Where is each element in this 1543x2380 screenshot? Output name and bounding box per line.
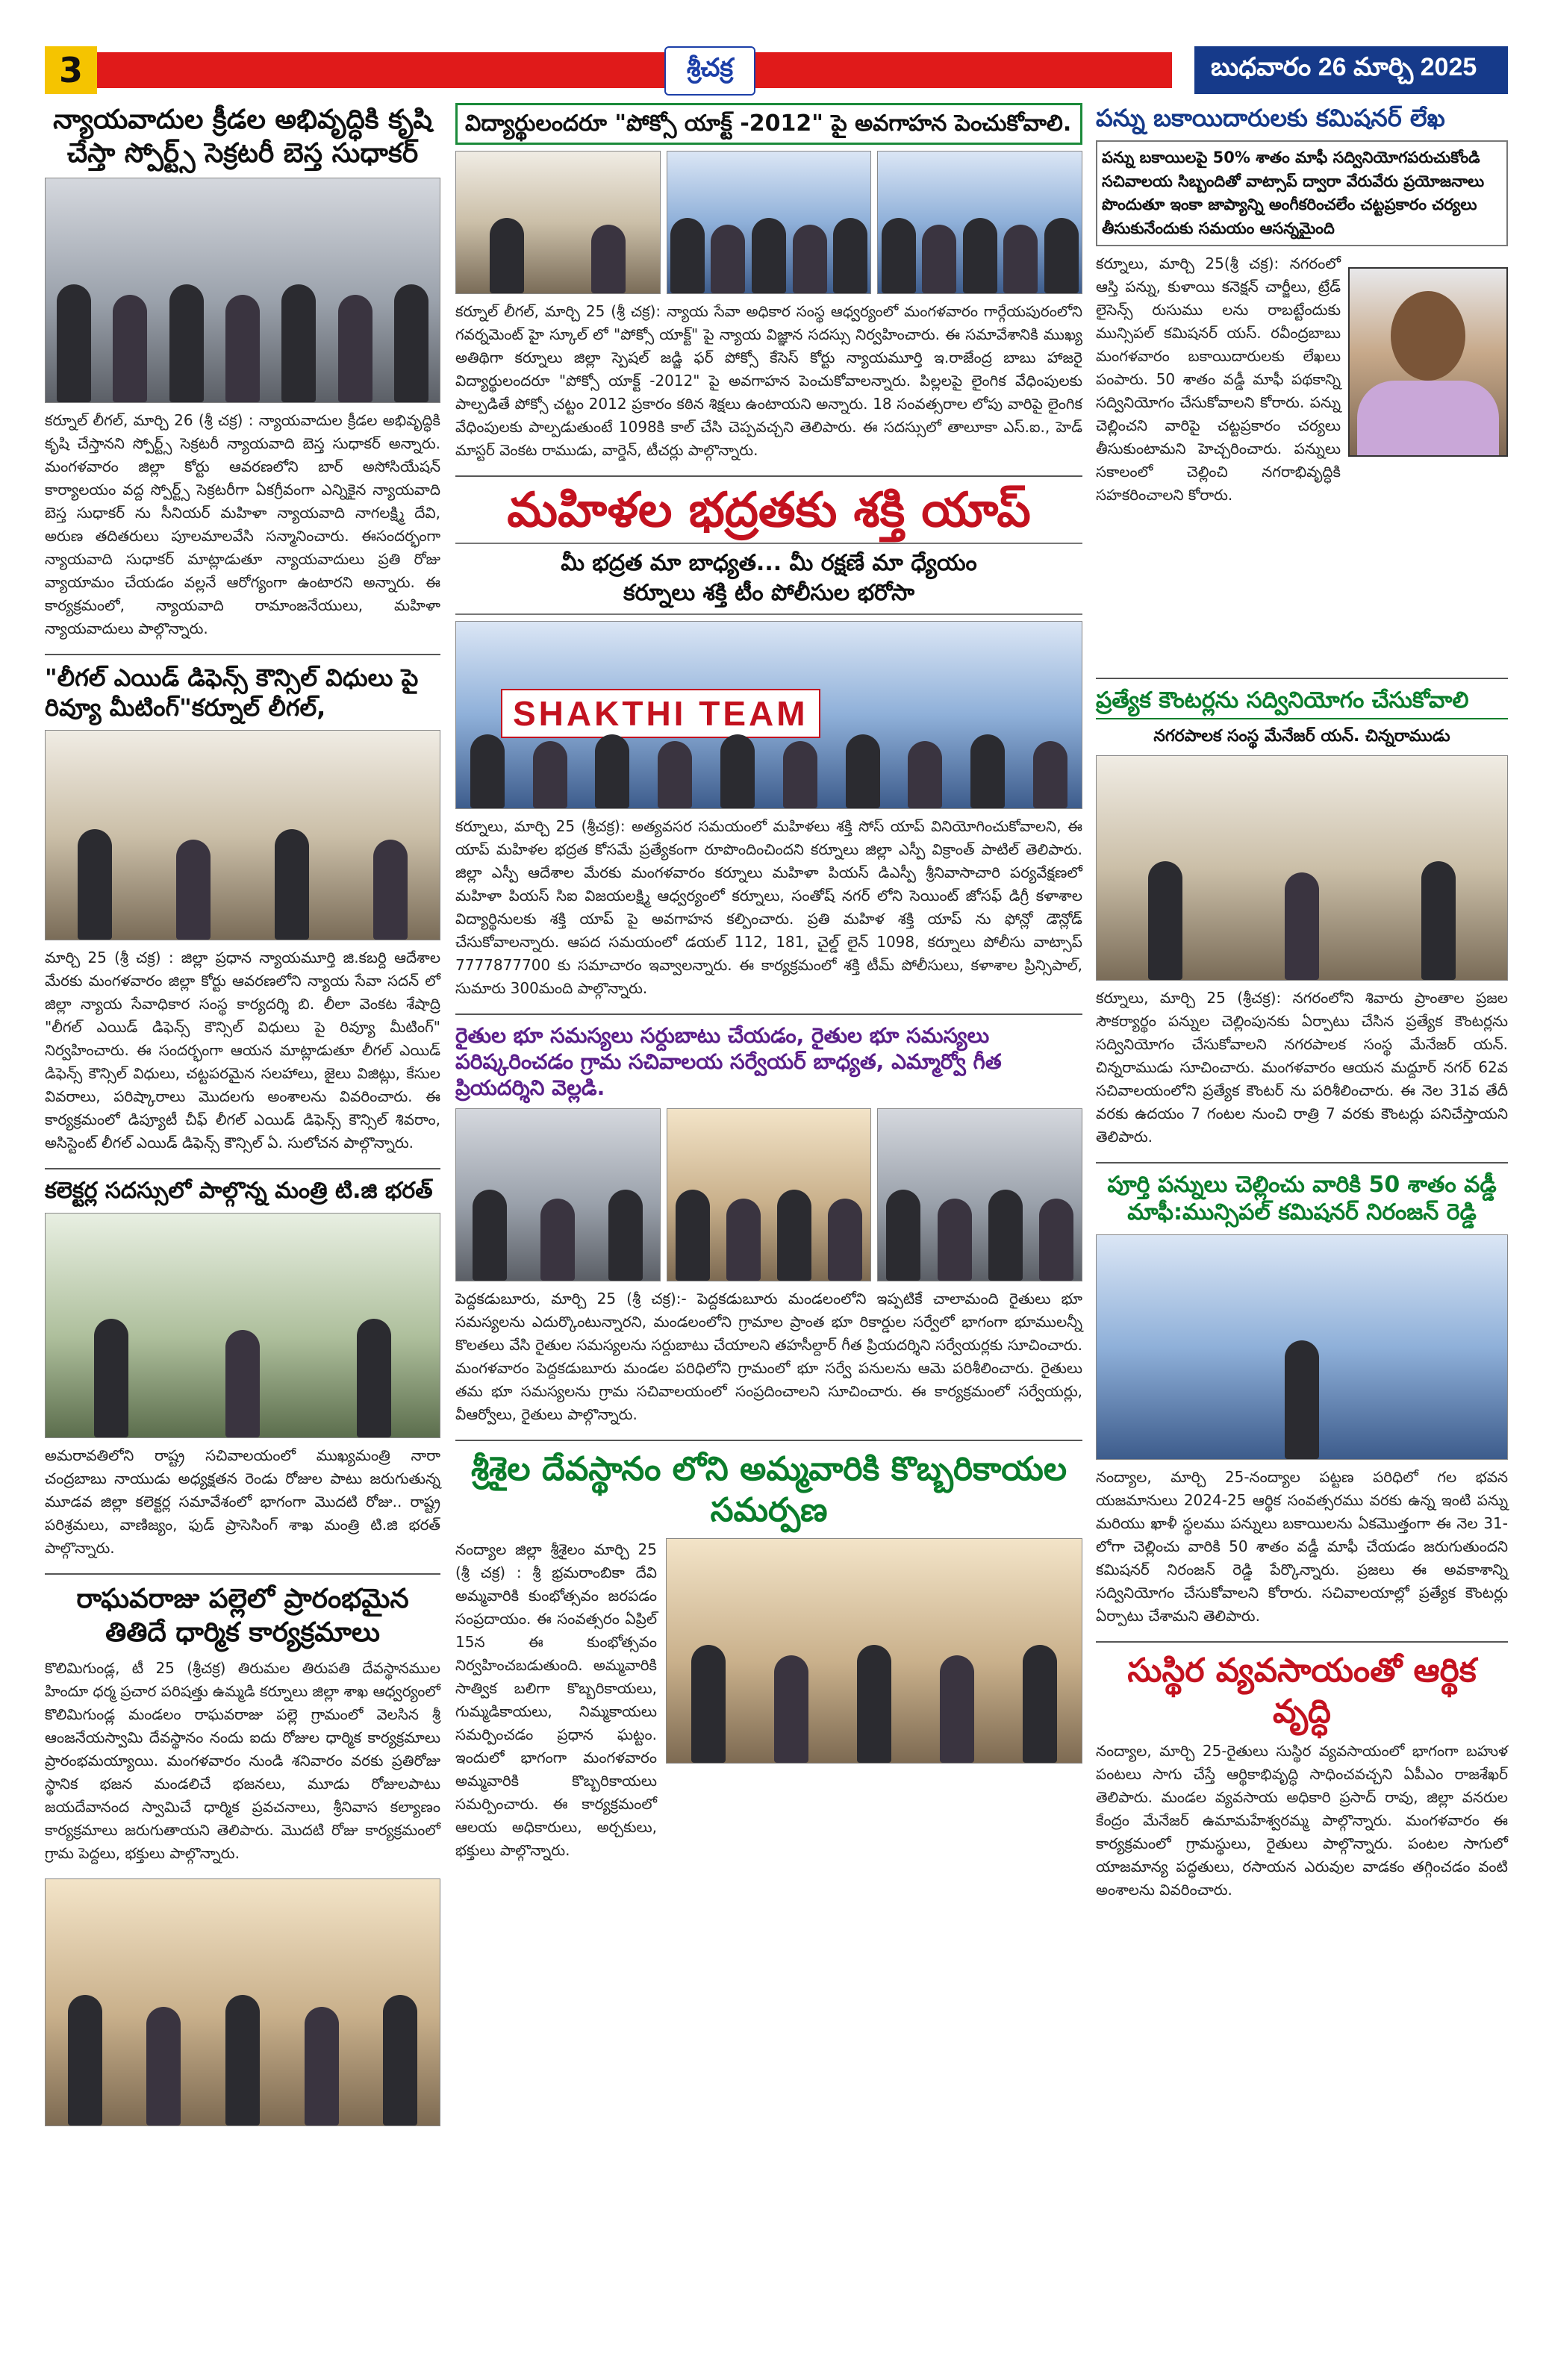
story-headline: న్యాయవాదుల క్రీడల అభివృద్ధికి కృషి చేస్తా స్పోర్ట్స్ సెక్రటరీ బెస్త సుధాకర్ — [53, 104, 432, 169]
story-headline: సుస్థిర వ్యవసాయంతో ఆర్థిక వృద్ధి — [1127, 1651, 1477, 1731]
story-headline: మహిళల భద్రతకు శక్తి యాప్ — [507, 482, 1031, 538]
divider — [455, 1440, 1082, 1441]
page-number: 3 — [45, 46, 97, 94]
meeting-photo — [45, 730, 440, 940]
story-headline: కలెక్టర్ల సదస్సులో పాల్గొన్న మంత్రి టి.జి భరత్ — [45, 1178, 433, 1204]
lawyers-photo — [45, 178, 440, 403]
story-headline-box — [455, 103, 1082, 145]
story-body: కొలిమిగుండ్ల, టీ 25 (శ్రీచక్ర) తిరుమల తిరుపతి దేవస్థానముల హిందూ ధర్మ ప్రచార పరిషత్తు ఉమ్మడి కర్నూలు జిల్లా శాఖ ఆధ్వర్యంలో కొలిమిగుండ్ల మండలం రాఘవరాజు పల్లె గ్రామంలో వెలసిన శ్రీ ఆంజనేయస్వామి దేవస్థానం నందు ఐదు రోజుల ధార్మిక కార్యక్రమాలు ప్రారంభమయ్యాయి. మంగళవారం నుండి శనివారం వరకు ప్రతిరోజు స్థానిక భజన మండలిచే భజనలు, మూడు రోజులపాటు జయదేవానంద స్వామిచే ధార్మిక ప్రవచనాలు, శ్రీనివాస కల్యాణం కార్యక్రమాలు జరుగుతాయని తెలిపారు. మొదటి రోజు కార్యక్రమంలో గ్రామ పెద్దలు, భక్తులు పాల్గొన్నారు. — [45, 1658, 440, 1862]
issue-date: బుధవారం 26 మార్చి 2025 — [1194, 46, 1508, 94]
story-wrap — [1096, 252, 1508, 670]
story-body: అమరావతిలోని రాష్ట్ర సచివాలయంలో ముఖ్యమంత్రి నారా చంద్రబాబు నాయుడు అధ్యక్షతన రెండు రోజుల పాటు జరుగుతున్న మూడవ జిల్లా కలెక్టర్ల సమావేశంలో భాగంగా మొదటి రోజు.. రాష్ట్ర పరిశ్రమలు, వాణిజ్యం, ఫుడ్ ప్రాసెసింగ్ శాఖ మంత్రి టి.జి భరత్ పాల్గొన్నారు. — [45, 1446, 440, 1557]
masthead — [45, 46, 1508, 94]
audience-photo — [877, 151, 1082, 294]
commissioner-office-photo — [1096, 1234, 1508, 1460]
column-right — [1096, 103, 1508, 2358]
commissioner-portrait — [1348, 267, 1508, 457]
story-headline: విద్యార్థులందరూ "పోక్సో యాక్ట్ -2012" పై అవగాహన పెంచుకోవాలి. — [465, 110, 1072, 137]
story-layout — [455, 1538, 1082, 1875]
counter-photo — [1096, 755, 1508, 981]
story-body: కర్నూలు, మార్చి 25 (శ్రీచక్ర): నగరంలోని శివారు ప్రాంతాల ప్రజల సౌకర్యార్థం పన్నుల చెల్లింపునకు ఏర్పాటు చేసిన ప్రత్యేక కౌంటర్లను సద్వినియోగం చేసుకోవాలని నగరపాలక సంస్థ మేనేజర్ యన్. చిన్నరాముడు సూచించారు. మంగళవారం ఆయన మద్దూర్ నగర్ 62వ సచివాలయంలోని ప్రత్యేక కౌంటర్ ను పరిశీలించారు. ఈ నెల 31వ తేదీ వరకు ఉదయం 7 గంటల నుంచి రాత్రి 7 వరకు కౌంటర్లు పనిచేస్తాయని తెలిపారు. — [1096, 988, 1508, 1146]
shakthi-team-banner: SHAKTHI TEAM — [501, 689, 820, 738]
divider — [455, 475, 1082, 477]
column-center — [455, 103, 1082, 2358]
farmers-photo — [877, 1108, 1082, 1281]
divider — [1096, 1641, 1508, 1643]
story-headline: రాఘవరాజు పల్లెలో ప్రారంభమైన తితిదే ధార్మిక కార్యక్రమాలు — [76, 1583, 409, 1648]
story-body: కర్నూల్ లీగల్, మార్చి 26 (శ్రీ చక్ర) : న్యాయవాదుల క్రీడల అభివృద్ధికి కృషి చేస్తానని స్పోర్ట్స్ సెక్రటరీ న్యాయవాది బెస్త సుధాకర్ అన్నారు. మంగళవారం జిల్లా కోర్టు ఆవరణలోని బార్ అసోసియేషన్ కార్యాలయం వద్ద స్పోర్ట్స్ సెక్రటరీగా ఏకగ్రీవంగా ఎన్నికైన న్యాయవాది బెస్త సుధాకర్ ను సీనియర్ మహిళా న్యాయవాది నాగలక్ష్మి దేవి, అరుణ తదితరులు పూలమాలవేసి సన్మానించారు. ఈసందర్భంగా న్యాయవాది సుధాకర్ మాట్లాడుతూ న్యాయవాదులు ప్రతి రోజు వ్యాయామం చేయడం వల్లనే ఆరోగ్యంగా ఉంటారని అన్నారు. ఈ కార్యక్రమంలో, న్యాయవాది రామాంజనేయులు, మహిళా న్యాయవాదులు పాల్గొన్నారు. — [45, 411, 440, 637]
story-subhead — [455, 543, 1082, 615]
temple-event-photo — [45, 1878, 440, 2126]
story-body: నంద్యాల, మార్చి 25-నంద్యాల పట్టణ పరిధిలో గల భవన యజమానులు 2024-25 ఆర్థిక సంవత్సరము వరకు ఉన్న ఇంటి పన్ను మరియు ఖాళీ స్థలము పన్నులు బకాయిలను ఏకమొత్తంగా ఈ నెల 31-లోగా చెల్లించు వారికి 50 శాతం వడ్డీ మాఫీ చేయడం జరుగుతుందని కమిషనర్ నిరంజన్ రెడ్డి పేర్కొన్నారు. ప్రజలు ఈ అవకాశాన్ని సద్వినియోగం చేసుకోవాలని కోరారు. సచివాలయాల్లో ప్రత్యేక కౌంటర్లు ఏర్పాటు చేశామని తెలిపారు. — [1096, 1467, 1508, 1625]
srisailam-temple-photo — [666, 1538, 1082, 1764]
story-body: నంద్యాల జిల్లా శ్రీశైలం మార్చి 25 (శ్రీ చక్ర) : శ్రీ భ్రమరాంబికా దేవి అమ్మవారికి కుంభోత్సవం జరపడం సంప్రదాయం. ఈ సంవత్సరం ఏప్రిల్ 15న ఈ కుంభోత్సవం నిర్వహించబడుతుంది. అమ్మవారికి సాత్విక బలిగా కొబ్బరికాయలు, గుమ్మడికాయలు, నిమ్మకాయలు సమర్పించడం ప్రధాన ఘట్టం. ఇందులో భాగంగా మంగళవారం అమ్మవారికి కొబ్బరికాయలు సమర్పించారు. ఈ కార్యక్రమంలో ఆలయ అధికారులు, అర్చకులు, భక్తులు పాల్గొన్నారు. — [455, 1540, 657, 1859]
school-event-photo — [455, 151, 661, 294]
story-headline: పన్ను బకాయిదారులకు కమిషనర్ లేఖ — [1096, 104, 1445, 132]
divider — [45, 1573, 440, 1575]
divider — [455, 1013, 1082, 1015]
divider — [1096, 678, 1508, 679]
story-body: కర్నూలు, మార్చి 25 (శ్రీచక్ర): అత్యవసర సమయంలో మహిళలు శక్తి సోస్ యాప్ వినియోగించుకోవాలని, ఈ యాప్ మహిళల భద్రత కోసమే ప్రత్యేకంగా రూపొందించిందని కర్నూలు జిల్లా ఎస్పీ విక్రాంత్ పాటిల్ తెలిపారు. జిల్లా ఎస్పీ ఆదేశాల మేరకు మంగళవారం కర్నూలు మహిళా పియస్ డిఎస్పీ శ్రీనివాసాచారి పర్యవేక్షణలో మహిళా పియస్ సిఐ విజయలక్ష్మి ఆధ్వర్యంలో కర్నూలు, సంతోష్ నగర్ లోని సెయింట్ జోసఫ్ డిగ్రీ కళాశాల విద్యార్థినులకు శక్తి యాప్ పై అవగాహన కల్పించారు. ప్రతి మహిళ శక్తి యాప్ ను ఫోన్లో డౌన్లోడ్ చేసుకోవాలన్నారు. ఆపద సమయంలో డయల్ 112, 181, చైల్డ్ లైన్ 1098, కర్నూలు పోలీసు వాట్సాప్ 7777877700 కు సమాచారం ఇవ్వాలన్నారు. ఈ కార్యక్రమంలో శక్తి టీమ్ పోలీసులు, కళాశాల ప్రిన్సిపాల్, సుమారు 300మంది పాల్గొన్నారు. — [455, 816, 1082, 997]
survey-photo — [667, 1108, 872, 1281]
newspaper-logo: శ్రీచక్ర — [664, 46, 755, 96]
minister-photo — [45, 1213, 440, 1438]
subhead-line: మీ భద్రత మా బాధ్యత... మీ రక్షణే మా ధ్యేయం — [561, 549, 977, 576]
divider — [45, 654, 440, 655]
shakthi-team-photo — [455, 621, 1082, 809]
story-headline: ప్రత్యేక కౌంటర్లను సద్వినియోగం చేసుకోవాలి — [1096, 687, 1508, 719]
story-body: మార్చి 25 (శ్రీ చక్ర) : జిల్లా ప్రధాన న్యాయమూర్తి జి.కబర్ది ఆదేశాల మేరకు మంగళవారం జిల్లా కోర్టు ఆవరణలోని న్యాయ సేవా సదన్ లో జిల్లా న్యాయ సేవాధికార సంస్థ కార్యదర్శి బి. లీలా వెంకట శేషాద్రి "లీగల్ ఎయిడ్ డిఫెన్స్ కౌన్సిల్ విధులు పై రివ్యూ మీటింగ్" నిర్వహించారు. ఈ సందర్భంగా ఆయన మాట్లాడుతూ లీగల్ ఎయిడ్ డిఫెన్స్ కౌన్సిల్ విధులు, చట్టపరమైన సలహాలు, జైలు విజిట్లు, కేసుల వివరాలు, పరిష్కారాలు మొదలగు అంశాలను వివరించారు. ఈ కార్యక్రమంలో డిప్యూటీ చీఫ్ లీగల్ ఎయిడ్ డిఫెన్స్ కౌన్సిల్ శివరాం, అసిస్టెంట్ లీగల్ ఎయిడ్ డిఫెన్స్ కౌన్సిల్ ఏ. సులోచన పాల్గొన్నారు. — [45, 949, 440, 1152]
story-headline: పూర్తి పన్నులు చెల్లించు వారికి 50 శాతం వడ్డీ మాఫీ:మున్సిపల్ కమిషనర్ నిరంజన్ రెడ్డి — [1107, 1171, 1497, 1225]
column-left — [45, 103, 440, 2358]
story-body: కర్నూల్ లీగల్, మార్చి 25 (శ్రీ చక్ర): న్యాయ సేవా అధికార సంస్థ ఆధ్వర్యంలో మంగళవారం గార్గేయపురంలోని గవర్నమెంట్ హై స్కూల్ లో "పోక్సో యాక్ట్" పై న్యాయ విజ్ఞాన సదస్సు నిర్వహించారు. ఈ సమావేశానికి ముఖ్య అతిథిగా కర్నూలు జిల్లా స్పెషల్ జడ్జి ఫర్ పోక్సో కేసెస్ కోర్టు న్యాయమూర్తి ఇ.రాజేంద్ర బాబు హాజరై విద్యార్థులందరూ "పోక్సో యాక్ట్ -2012" పై అవగాహన పెంచుకోవాలన్నారు. పిల్లలపై లైంగిక వేధింపులకు పాల్పడితే పోక్సో చట్టం 2012 ప్రకారం కఠిన శిక్షలు ఉంటాయని అన్నారు. 18 సంవత్సరాల లోపు వారిపై లైంగిక వేధింపులకు పాల్పడుతుంటే 1098కి కాల్ చేసి చెప్పవచ్చని తెలిపారు. ఈ సదస్సులో తాలూకా ఎస్.ఐ., హెడ్ మాస్టర్ వెంకట రాముడు, వార్డెన్, టీచర్లు పాల్గొన్నారు. — [455, 302, 1082, 459]
divider — [1096, 1162, 1508, 1164]
story-headline: "లీగల్ ఎయిడ్ డిఫెన్స్ కౌన్సిల్ విధులు పై రివ్యూ మీటింగ్"కర్నూల్ లీగల్, — [45, 663, 419, 722]
masthead-bar — [97, 52, 1172, 88]
office-photo — [455, 1108, 661, 1281]
students-photo — [667, 151, 872, 294]
story-body: నంద్యాల, మార్చి 25-రైతులు సుస్థిర వ్యవసాయంలో భాగంగా బహుళ పంటలు సాగు చేస్తే ఆర్థికాభివృద్ధి సాధించవచ్చని ఏపీఎం రాజశేఖర్ తెలిపారు. మండల వ్యవసాయ అధికారి ప్రసాద్ రావు, జిల్లా వనరుల కేంద్రం మేనేజర్ ఉమామహేశ్వరమ్మ పాల్గొన్నారు. మంగళవారం ఈ కార్యక్రమంలో గ్రామస్థులు, రైతులు పాల్గొన్నారు. పంటల సాగులో యాజమాన్య పద్ధతులు, రసాయన ఎరువుల వాడకం తగ్గించడం వంటి అంశాలను వివరించారు. — [1096, 1741, 1508, 1899]
divider — [45, 1168, 440, 1169]
story-byline: నగరపాలక సంస్థ మేనేజర్ యన్. చిన్నరాముడు — [1153, 726, 1450, 746]
story-headline: శ్రీశైల దేవస్థానం లోని అమ్మవారికి కొబ్బరికాయల సమర్పణ — [470, 1449, 1067, 1529]
subhead-line: కర్నూలు శక్తి టీం పోలీసుల భరోసా — [623, 580, 915, 607]
story-subhead: పన్ను బకాయిలపై 50% శాతం మాఫీ సద్వినియోగపరుచుకోండి సచివాలయ సిబ్బందితో వాట్సాప్ ద్వారా వేరువేరు ప్రయోజనాలు పొందుతూ ఇంకా జాప్యాన్ని అంగీకరించలేం చట్టప్రకారం చర్యలు తీసుకునేందుకు సమయం ఆసన్నమైంది — [1096, 140, 1508, 246]
story-body: కర్నూలు, మార్చి 25(శ్రీ చక్ర): నగరంలో ఆస్తి పన్ను, కుళాయి కనెక్షన్ చార్జీలు, ట్రేడ్ లైసెన్స్ రుసుము లను రాబట్టేందుకు మున్సిపల్ కమిషనర్ యస్. రవీంద్రబాబు మంగళవారం బకాయిదారులకు లేఖలు పంపారు. 50 శాతం వడ్డీ మాఫీ పథకాన్ని సద్వినియోగం చేసుకోవాలని కోరారు. పన్ను చెల్లించని వారిపై చట్టప్రకారం చర్యలు తీసుకుంటామని హెచ్చరించారు. పన్నులు సకాలంలో చెల్లించి నగరాభివృద్ధికి సహకరించాలని కోరారు. — [1096, 254, 1341, 504]
photo-strip — [455, 1108, 1082, 1281]
story-body: పెద్దకడుబూరు, మార్చి 25 (శ్రీ చక్ర):- పెద్దకడుబూరు మండలంలోని ఇప్పటికే చాలామంది రైతులు భూ సమస్యలను ఎదుర్కొంటున్నారని, మండలంలోని గ్రామాల ప్రాంత భూ రికార్డుల సర్వేలో భాగంగా భూములన్నీ కొలతలు వేసి రైతుల సమస్యలను సర్దుబాటు చేయాలని తహసీల్దార్ గీత ప్రియదర్శిని సర్వేయర్లకు సూచించారు. మంగళవారం పెద్దకడుబూరు మండల పరిధిలోని గ్రామంలో భూ సర్వే పనులను ఆమె పరిశీలించారు. రైతులు తమ భూ సమస్యలను గ్రామ సచివాలయంలో సంప్రదించాలని సూచించారు. ఈ కార్యక్రమంలో సర్వేయర్లు, వీఆర్వోలు, రైతులు పాల్గొన్నారు. — [455, 1289, 1082, 1423]
story-headline: రైతుల భూ సమస్యలు సర్దుబాటు చేయడం, రైతుల భూ సమస్యలు పరిష్కరించడం గ్రామ సచివాలయ సర్వేయర్ బాధ్యత, ఎమ్మార్వో గీత ప్రియదర్శిని వెల్లడి. — [455, 1022, 1002, 1100]
photo-strip — [455, 151, 1082, 294]
